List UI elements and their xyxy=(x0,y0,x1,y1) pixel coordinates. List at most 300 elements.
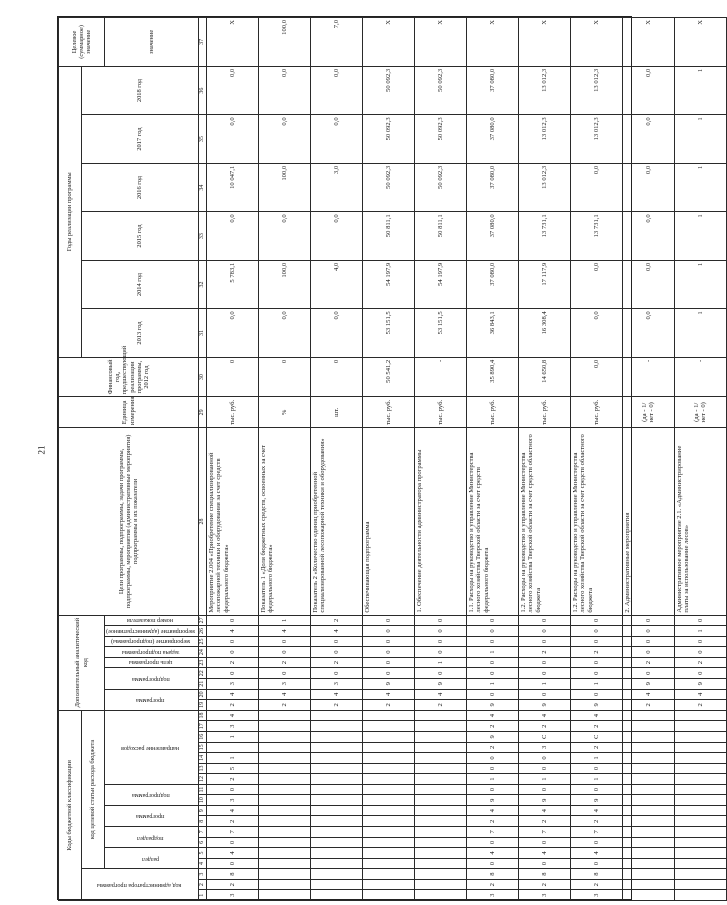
header-direction-expenses: направление расходов xyxy=(105,710,199,784)
code-cell: 0 xyxy=(362,636,414,647)
value-cell-y2015: 0,0 xyxy=(622,212,674,260)
column-number-cell: 24 xyxy=(199,647,207,658)
value-cell-y2016: 100,0 xyxy=(258,163,310,211)
table-row xyxy=(310,18,362,901)
code-cell: 9 xyxy=(518,700,570,711)
code-cell: 0 xyxy=(570,837,622,848)
code-cell xyxy=(362,890,414,901)
code-cell xyxy=(362,721,414,732)
code-cell: 0 xyxy=(570,636,622,647)
code-cell: 1 xyxy=(518,678,570,689)
header-base-year: Финансовый год, предшествующий реализации программы, 2012 год xyxy=(59,357,199,397)
code-cell: 3 xyxy=(466,890,518,901)
code-cell: 2 xyxy=(674,700,726,711)
code-cell xyxy=(258,848,310,859)
code-cell: 0 xyxy=(466,657,518,668)
code-cell xyxy=(258,732,310,743)
code-cell: 0 xyxy=(570,763,622,774)
code-cell xyxy=(310,784,362,795)
code-cell: 0 xyxy=(518,615,570,626)
code-cell: 0 xyxy=(570,668,622,679)
code-cell xyxy=(362,805,414,816)
code-cell xyxy=(310,837,362,848)
column-number-cell: 12 xyxy=(199,774,207,785)
header-analytic-group: Дополнительный аналитический код xyxy=(59,615,105,710)
code-cell: 0 xyxy=(518,657,570,668)
row-description: Мероприятие 2.004 «Приобретение специализированной лесопожарной техники и оборудования за счет средств федерального бюджета» xyxy=(206,428,258,615)
value-cell-target: X xyxy=(466,18,518,67)
budget-table xyxy=(58,17,727,901)
code-cell: 2 xyxy=(258,700,310,711)
code-cell xyxy=(622,879,674,890)
value-cell-base: - xyxy=(414,357,466,397)
value-cell-y2013: 0,0 xyxy=(622,309,674,357)
header-an-task: задача подпрограммы xyxy=(105,647,199,658)
column-number-cell: 27 xyxy=(199,615,207,626)
code-cell: 1 xyxy=(466,774,518,785)
code-cell: 0 xyxy=(518,668,570,679)
header-subprogram: подпрограмма xyxy=(105,784,199,805)
code-cell: 0 xyxy=(570,626,622,637)
code-cell xyxy=(622,848,674,859)
value-cell-y2017: 50 092,3 xyxy=(362,115,414,163)
code-cell: 0 xyxy=(258,647,310,658)
code-cell xyxy=(258,827,310,838)
value-cell-y2015: 1 xyxy=(674,212,726,260)
header-an-event: мероприятие (подпрограммы) xyxy=(105,636,199,647)
column-number-cell: 13 xyxy=(199,763,207,774)
code-cell: 3 xyxy=(310,678,362,689)
code-cell xyxy=(414,774,466,785)
code-cell xyxy=(362,837,414,848)
code-cell: 0 xyxy=(206,858,258,869)
value-cell-y2017: 1 xyxy=(674,115,726,163)
value-cell-y2014: 0,0 xyxy=(570,260,622,308)
value-cell-y2016: 50 092,3 xyxy=(414,163,466,211)
value-cell-target: X xyxy=(518,18,570,67)
code-cell: 0 xyxy=(206,636,258,647)
code-cell: 9 xyxy=(466,732,518,743)
code-cell: 4 xyxy=(570,805,622,816)
code-cell: 0 xyxy=(414,647,466,658)
value-cell-y2014: 100,0 xyxy=(258,260,310,308)
value-cell-y2014: 54 197,9 xyxy=(362,260,414,308)
code-cell: 0 xyxy=(622,626,674,637)
code-cell: 4 xyxy=(518,848,570,859)
code-cell: 1 xyxy=(674,626,726,637)
code-cell: 0 xyxy=(466,615,518,626)
column-number-cell: 11 xyxy=(199,784,207,795)
row-description: Показатель 2 «Количество единиц приобретенной специализированной лесопожарной техники и оборудования» xyxy=(310,428,362,615)
code-cell xyxy=(414,890,466,901)
value-cell-y2018: 0,0 xyxy=(622,66,674,115)
code-cell xyxy=(310,827,362,838)
code-cell xyxy=(362,869,414,880)
code-cell xyxy=(674,795,726,806)
value-cell-y2014: 54 197,9 xyxy=(414,260,466,308)
code-cell xyxy=(362,795,414,806)
column-number-cell: 36 xyxy=(199,66,207,115)
column-number-cell: 33 xyxy=(199,212,207,260)
code-cell: 0 xyxy=(518,837,570,848)
value-cell-y2013: 53 151,5 xyxy=(362,309,414,357)
code-cell: 2 xyxy=(518,721,570,732)
value-cell-y2014: 0,0 xyxy=(622,260,674,308)
value-cell-y2013: 53 151,5 xyxy=(414,309,466,357)
code-cell: 0 xyxy=(518,626,570,637)
code-cell: 2 xyxy=(206,774,258,785)
code-cell: 1 xyxy=(570,753,622,764)
code-cell xyxy=(674,732,726,743)
code-cell xyxy=(362,753,414,764)
code-cell xyxy=(258,837,310,848)
value-cell-base: - xyxy=(622,357,674,397)
column-number-cell: 9 xyxy=(199,805,207,816)
header-year-2014: 2014 год xyxy=(82,260,199,308)
value-cell-y2014: 5 783,1 xyxy=(206,260,258,308)
code-cell xyxy=(310,869,362,880)
table-row xyxy=(622,18,674,901)
code-cell xyxy=(622,858,674,869)
code-cell: 2 xyxy=(518,816,570,827)
code-cell: 0 xyxy=(570,784,622,795)
value-cell-y2017: 0,0 xyxy=(258,115,310,163)
code-cell: 0 xyxy=(362,657,414,668)
header-an-program: программа xyxy=(105,689,199,710)
value-cell-y2013: 0,0 xyxy=(206,309,258,357)
code-cell xyxy=(310,763,362,774)
code-cell xyxy=(674,710,726,721)
code-cell xyxy=(414,827,466,838)
header-program: программа xyxy=(105,805,199,826)
column-number-cell: 31 xyxy=(199,309,207,357)
code-cell: 0 xyxy=(206,784,258,795)
code-cell xyxy=(310,805,362,816)
code-cell: 0 xyxy=(414,636,466,647)
value-cell-y2017: 0,0 xyxy=(310,115,362,163)
value-cell-y2015: 50 811,1 xyxy=(362,212,414,260)
table-body xyxy=(206,18,726,901)
code-cell: 7 xyxy=(206,827,258,838)
code-cell xyxy=(310,710,362,721)
column-number-cell: 32 xyxy=(199,260,207,308)
code-cell: 7 xyxy=(518,827,570,838)
code-cell xyxy=(622,795,674,806)
value-cell-unit: (да - 1/ нет - 0) xyxy=(622,397,674,428)
code-cell: 9 xyxy=(466,795,518,806)
code-cell: 4 xyxy=(206,710,258,721)
header-target-article-group: код целевой статьи расхода бюджета xyxy=(82,710,105,869)
code-cell: 4 xyxy=(466,805,518,816)
value-cell-y2017: 37 080,0 xyxy=(466,115,518,163)
column-number-cell: 6 xyxy=(199,837,207,848)
code-cell xyxy=(310,732,362,743)
code-cell xyxy=(258,858,310,869)
value-cell-y2013: 36 843,1 xyxy=(466,309,518,357)
value-cell-y2014: 4,0 xyxy=(310,260,362,308)
value-cell-y2016: 1 xyxy=(674,163,726,211)
code-cell: 1 xyxy=(570,774,622,785)
code-cell xyxy=(362,710,414,721)
code-cell: 2 xyxy=(570,816,622,827)
code-cell: 0 xyxy=(518,858,570,869)
code-cell: 2 xyxy=(622,700,674,711)
table-row xyxy=(570,18,622,901)
rotated-table-container xyxy=(58,17,708,901)
row-description: 2. Административные мероприятия xyxy=(622,428,674,615)
code-cell: C xyxy=(570,732,622,743)
code-cell: 3 xyxy=(258,678,310,689)
code-cell: 0 xyxy=(258,668,310,679)
column-number-cell: 14 xyxy=(199,753,207,764)
code-cell: 0 xyxy=(518,784,570,795)
value-cell-y2018: 0,0 xyxy=(310,66,362,115)
code-cell xyxy=(674,742,726,753)
value-cell-y2017: 0,0 xyxy=(206,115,258,163)
value-cell-y2016: 10 047,1 xyxy=(206,163,258,211)
code-cell: 0 xyxy=(622,668,674,679)
code-cell: 9 xyxy=(362,678,414,689)
value-cell-y2015: 37 080,0 xyxy=(466,212,518,260)
code-cell: 1 xyxy=(466,647,518,658)
code-cell: C xyxy=(518,732,570,743)
value-cell-unit: тыс. руб. xyxy=(206,397,258,428)
code-cell: 3 xyxy=(518,890,570,901)
code-cell xyxy=(414,732,466,743)
code-cell: 9 xyxy=(570,795,622,806)
code-cell xyxy=(622,816,674,827)
code-cell xyxy=(310,742,362,753)
value-cell-target: X xyxy=(622,18,674,67)
table-row xyxy=(258,18,310,901)
value-cell-base: 14 650,8 xyxy=(518,357,570,397)
column-number-cell: 20 xyxy=(199,689,207,700)
code-cell xyxy=(622,732,674,743)
code-cell xyxy=(258,710,310,721)
code-cell: 5 xyxy=(206,763,258,774)
header-subsection: подраздел xyxy=(105,827,199,848)
code-cell: 9 xyxy=(570,700,622,711)
value-cell-base: 0 xyxy=(310,357,362,397)
table-row xyxy=(362,18,414,901)
column-number-cell: 7 xyxy=(199,827,207,838)
code-cell: 0 xyxy=(362,668,414,679)
header-year-2018: 2018 год xyxy=(82,66,199,115)
value-cell-y2014: 37 080,0 xyxy=(466,260,518,308)
row-description: 1.2. Расходы на руководство и управление Министерства лесного хозяйства Тверской области за счет средств областного бюджета xyxy=(570,428,622,615)
code-cell xyxy=(414,858,466,869)
column-number-cell: 26 xyxy=(199,626,207,637)
code-cell: 8 xyxy=(466,869,518,880)
column-number-cell: 21 xyxy=(199,678,207,689)
value-cell-y2016: 0,0 xyxy=(622,163,674,211)
code-cell xyxy=(258,869,310,880)
row-description: 1.1. Расходы на руководство и управление Министерства лесного хозяйства Тверской области за счет средств федерального бюджета xyxy=(466,428,518,615)
code-cell: 4 xyxy=(258,626,310,637)
code-cell: 3 xyxy=(206,890,258,901)
code-cell: 0 xyxy=(362,615,414,626)
code-cell: 0 xyxy=(466,837,518,848)
code-cell: 4 xyxy=(674,689,726,700)
header-an-subprogram: подпрограмма xyxy=(105,668,199,689)
code-cell: 2 xyxy=(518,879,570,890)
code-cell: 3 xyxy=(206,795,258,806)
code-cell: 2 xyxy=(258,657,310,668)
column-number-cell: 2 xyxy=(199,879,207,890)
column-number-cell: 1 xyxy=(199,890,207,901)
value-cell-y2018: 1 xyxy=(674,66,726,115)
value-cell-y2013: 0,0 xyxy=(258,309,310,357)
code-cell xyxy=(622,890,674,901)
code-cell: 1 xyxy=(570,678,622,689)
code-cell xyxy=(310,890,362,901)
code-cell: 2 xyxy=(206,816,258,827)
code-cell xyxy=(674,837,726,848)
value-cell-y2016: 37 080,0 xyxy=(466,163,518,211)
code-cell: 1 xyxy=(518,774,570,785)
code-cell xyxy=(258,879,310,890)
code-cell xyxy=(362,816,414,827)
column-number-cell: 15 xyxy=(199,742,207,753)
value-cell-y2014: 17 117,9 xyxy=(518,260,570,308)
code-cell xyxy=(362,774,414,785)
code-cell xyxy=(414,837,466,848)
value-cell-y2018: 13 012,3 xyxy=(570,66,622,115)
code-cell xyxy=(310,879,362,890)
code-cell: 2 xyxy=(310,657,362,668)
value-cell-base: 0,0 xyxy=(570,357,622,397)
column-number-cell: 25 xyxy=(199,636,207,647)
code-cell xyxy=(674,827,726,838)
value-cell-base: - xyxy=(674,357,726,397)
row-description: Административное мероприятие 2.1. «Администрирование платы за использование лесов» xyxy=(674,428,726,615)
code-cell: 4 xyxy=(310,689,362,700)
column-number-cell: 5 xyxy=(199,848,207,859)
code-cell xyxy=(622,774,674,785)
code-cell xyxy=(414,784,466,795)
value-cell-unit: тыс. руб. xyxy=(466,397,518,428)
code-cell: 9 xyxy=(622,678,674,689)
code-cell: 4 xyxy=(518,710,570,721)
column-number-cell: 4 xyxy=(199,858,207,869)
code-cell xyxy=(414,879,466,890)
code-cell: 3 xyxy=(518,742,570,753)
row-description: Показатель 1 «Доля бюджетных средств, освоенных за счет федерального бюджета» xyxy=(258,428,310,615)
code-cell: 2 xyxy=(310,700,362,711)
code-cell: 0 xyxy=(570,615,622,626)
code-cell: 4 xyxy=(206,848,258,859)
code-cell: 3 xyxy=(206,678,258,689)
code-cell xyxy=(674,858,726,869)
code-cell xyxy=(414,721,466,732)
code-cell xyxy=(258,753,310,764)
value-cell-y2013: 16 308,4 xyxy=(518,309,570,357)
code-cell: 0 xyxy=(466,753,518,764)
header-year-2013: 2013 год xyxy=(82,309,199,357)
code-cell xyxy=(622,742,674,753)
code-cell xyxy=(414,753,466,764)
code-cell: 0 xyxy=(622,615,674,626)
code-cell: 7 xyxy=(570,827,622,838)
code-cell: 0 xyxy=(362,647,414,658)
header-section: раздел xyxy=(105,848,199,869)
code-cell xyxy=(622,827,674,838)
code-cell: 0 xyxy=(362,626,414,637)
code-cell: 4 xyxy=(414,689,466,700)
code-cell xyxy=(414,742,466,753)
value-cell-y2017: 13 012,3 xyxy=(570,115,622,163)
value-cell-base: 0 xyxy=(206,357,258,397)
header-value: значение xyxy=(105,18,199,67)
code-cell xyxy=(674,890,726,901)
code-cell xyxy=(258,784,310,795)
code-cell xyxy=(414,848,466,859)
code-cell: 0 xyxy=(466,784,518,795)
code-cell xyxy=(258,774,310,785)
code-cell: 0 xyxy=(518,689,570,700)
code-cell: 0 xyxy=(466,858,518,869)
code-cell xyxy=(362,742,414,753)
value-cell-y2013: 1 xyxy=(674,309,726,357)
value-cell-y2018: 13 012,3 xyxy=(518,66,570,115)
code-cell: 4 xyxy=(362,689,414,700)
value-cell-base: 35 890,4 xyxy=(466,357,518,397)
value-cell-y2018: 37 080,0 xyxy=(466,66,518,115)
code-cell: 2 xyxy=(570,879,622,890)
value-cell-y2016: 50 092,3 xyxy=(362,163,414,211)
code-cell: 9 xyxy=(466,700,518,711)
code-cell: 2 xyxy=(206,879,258,890)
code-cell: 0 xyxy=(674,647,726,658)
header-year-2017: 2017 год xyxy=(82,115,199,163)
table-row xyxy=(518,18,570,901)
value-cell-unit: % xyxy=(258,397,310,428)
code-cell xyxy=(362,827,414,838)
header-an-event-admin: мероприятие (административное) xyxy=(105,626,199,637)
value-cell-y2016: 0,0 xyxy=(570,163,622,211)
header-year-2016: 2016 год xyxy=(82,163,199,211)
code-cell: 0 xyxy=(310,647,362,658)
column-number-row xyxy=(199,18,207,901)
code-cell xyxy=(258,795,310,806)
value-cell-y2013: 0,0 xyxy=(310,309,362,357)
table-row xyxy=(206,18,258,901)
code-cell xyxy=(414,710,466,721)
code-cell xyxy=(622,869,674,880)
code-cell xyxy=(362,858,414,869)
code-cell xyxy=(362,879,414,890)
value-cell-y2018: 0,0 xyxy=(258,66,310,115)
code-cell: 4 xyxy=(206,626,258,637)
code-cell: 2 xyxy=(674,657,726,668)
code-cell: 2 xyxy=(206,657,258,668)
code-cell: 4 xyxy=(206,805,258,816)
code-cell xyxy=(362,848,414,859)
code-cell: 2 xyxy=(570,742,622,753)
table-row xyxy=(466,18,518,901)
code-cell: 0 xyxy=(466,668,518,679)
code-cell xyxy=(258,721,310,732)
code-cell xyxy=(674,784,726,795)
code-cell: 0 xyxy=(622,647,674,658)
code-cell: 2 xyxy=(518,647,570,658)
code-cell xyxy=(258,742,310,753)
code-cell: 2 xyxy=(466,879,518,890)
code-cell xyxy=(674,879,726,890)
header-years-group: Годы реализации программы xyxy=(59,66,82,357)
code-cell: 4 xyxy=(518,805,570,816)
column-number-cell: 22 xyxy=(199,668,207,679)
